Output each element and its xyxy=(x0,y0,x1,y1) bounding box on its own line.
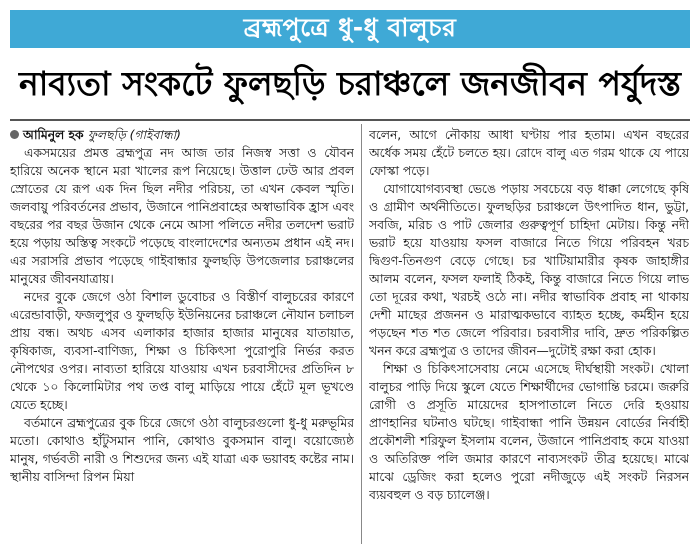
byline-location: ফুলছড়ি (গাইবান্ধা) xyxy=(87,128,181,142)
headline: নাব্যতা সংকটে ফুলছড়ি চরাঞ্চলে জনজীবন পর্যুদস্ত xyxy=(19,64,681,103)
paragraph: বর্তমানে ব্রহ্মপুত্রের বুক চিরে জেগে ওঠা বালুচরগুলো ধু-ধু মরুভূমির মতো। কোথাও হাঁটুসমান পানি, কোথাও বুকসমান বালু। বয়োজ্যেষ্ঠ মানুষ, গর্ভবতী নারী ও শিশুদের জন্য এই যাত্রা এক ভয়াবহ কষ্টের নাম। স্থানীয় বাসিন্দা রিপন মিয়া xyxy=(10,416,354,484)
article-column-left xyxy=(10,126,354,546)
paragraph: শিক্ষা ও চিকিৎসাসেবায় নেমে এসেছে দীর্ঘস্থায়ী সংকট। খোলা বালুচর পাড়ি দিয়ে স্কুলে যেতে শিক্ষার্থীদের ভোগান্তি চরমে। জরুরি রোগী ও প্রসূতি মায়েদের হাসপাতালে নিতে দেরি হওয়ায় প্রাণহানির ঘটনাও ঘটছে। গাইবান্ধা পানি উন্নয়ন বোর্ডের নির্বাহী প্রকৌশলী শরিফুল ইসলাম বলেন, উজানে পানিপ্রবাহ কমে যাওয়া ও অতিরিক্ত পলি জমার কারণে নাব্যসংকট তীব্র হয়েছে। মাঝে মাঝে ড্রেজিং করা হলেও পুরো নদীজুড়ে এই সংকট নিরসন ব্যয়বহুল ও বড় চ্যালেঞ্জ। xyxy=(369,362,689,502)
kicker-banner: ব্রহ্মপুত্রে ধু-ধু বালুচর xyxy=(10,10,690,48)
paragraph: বলেন, আগে নৌকায় আধা ঘণ্টায় পার হতাম। এখন বছরের অর্ধেক সময় হেঁটে চলতে হয়। রোদে বালু এত গরম থাকে যে পায়ে ফোস্কা পড়ে। xyxy=(369,128,689,178)
bullet-icon xyxy=(10,130,19,139)
paragraph: যোগাযোগব্যবস্থা ভেঙে পড়ায় সবচেয়ে বড় ধাক্কা লেগেছে কৃষি ও গ্রামীণ অর্থনীতিতে। ফুলছড়ির চরাঞ্চলে উৎপাদিত ধান, ভুট্টা, সবজি, মরিচ ও পাট জেলার গুরুত্বপূর্ণ চাহিদা মেটায়। কিন্তু নদী ভরাট হয়ে যাওয়ায় ফসল বাজারে নিতে গিয়ে পরিবহন খরচ দ্বিগুণ-তিনগুণ বেড়ে গেছে। চর খাটিয়ামারীর কৃষক জাহাঙ্গীর আলম বলেন, ফসল ফলাই ঠিকই, কিন্তু বাজারে নিতে গিয়ে লাভ তো দূরের কথা, খরচই ওঠে না। নদীর স্বাভাবিক প্রবাহ না থাকায় দেশী মাছের প্রজনন ও মারাত্মকভাবে ব্যাহত হচ্ছে, কর্মহীন হয়ে পড়ছেন শত শত জেলে পরিবার। চরবাসীর দাবি, দ্রুত পরিকল্পিত খনন করে ব্রহ্মপুত্র ও তাদের জীবন—দুটোই রক্ষা করা হোক। xyxy=(369,182,689,358)
byline-author: আমিনুল হক xyxy=(23,128,84,142)
paragraph: একসময়ের প্রমত্ত ব্রহ্মপুত্র নদ আজ তার নিজস্ব সত্তা ও যৌবন হারিয়ে অনেক স্থানে মরা খালের রূপ নিয়েছে। উত্তাল ঢেউ আর প্রবল স্রোতের যে রূপ এক দিন ছিল নদীর পরিচয়, তা এখন কেবল স্মৃতি। জলবায়ু পরিবর্তনের প্রভাব, উজানে পানিপ্রবাহের অস্বাভাবিক হ্রাস এবং বছরের পর বছর উজান থেকে নেমে আসা পলিতে নদীর তলদেশ ভরাট হয়ে পড়ায় অস্তিত্ব সংকটে পড়েছে বাংলাদেশের অন্যতম প্রধান এই নদ। এর সরাসরি প্রভাব পড়েছে গাইবান্ধার ফুলছড়ি উপজেলার চরাঞ্চলের মানুষের জীবনযাত্রায়। xyxy=(10,146,354,286)
paragraph: নদের বুকে জেগে ওঠা বিশাল ডুবোচর ও বিস্তীর্ণ বালুচরের কারণে এরেন্ডাবাড়ী, ফজলুপুর ও ফুলছড়ি ইউনিয়নের চরাঞ্চলে নৌযান চলাচল প্রায় বন্ধ। অথচ এসব এলাকার হাজার হাজার মানুষের যাতায়াত, কৃষিকাজ, ব্যবসা-বাণিজ্য, শিক্ষা ও চিকিৎসা পুরোপুরি নির্ভর করত নৌপথের ওপর। নাব্যতা হারিয়ে যাওয়ায় এখন চরবাসীদের প্রতিদিন ৮ থেকে ১০ কিলোমিটার পথ তপ্ত বালু মাড়িয়ে পায়ে হেঁটে মূল ভূখণ্ডে যেতে হচ্ছে। xyxy=(10,290,354,412)
divider xyxy=(10,119,690,121)
article-column-right xyxy=(369,126,689,546)
column-divider xyxy=(361,124,362,544)
byline xyxy=(10,126,354,144)
